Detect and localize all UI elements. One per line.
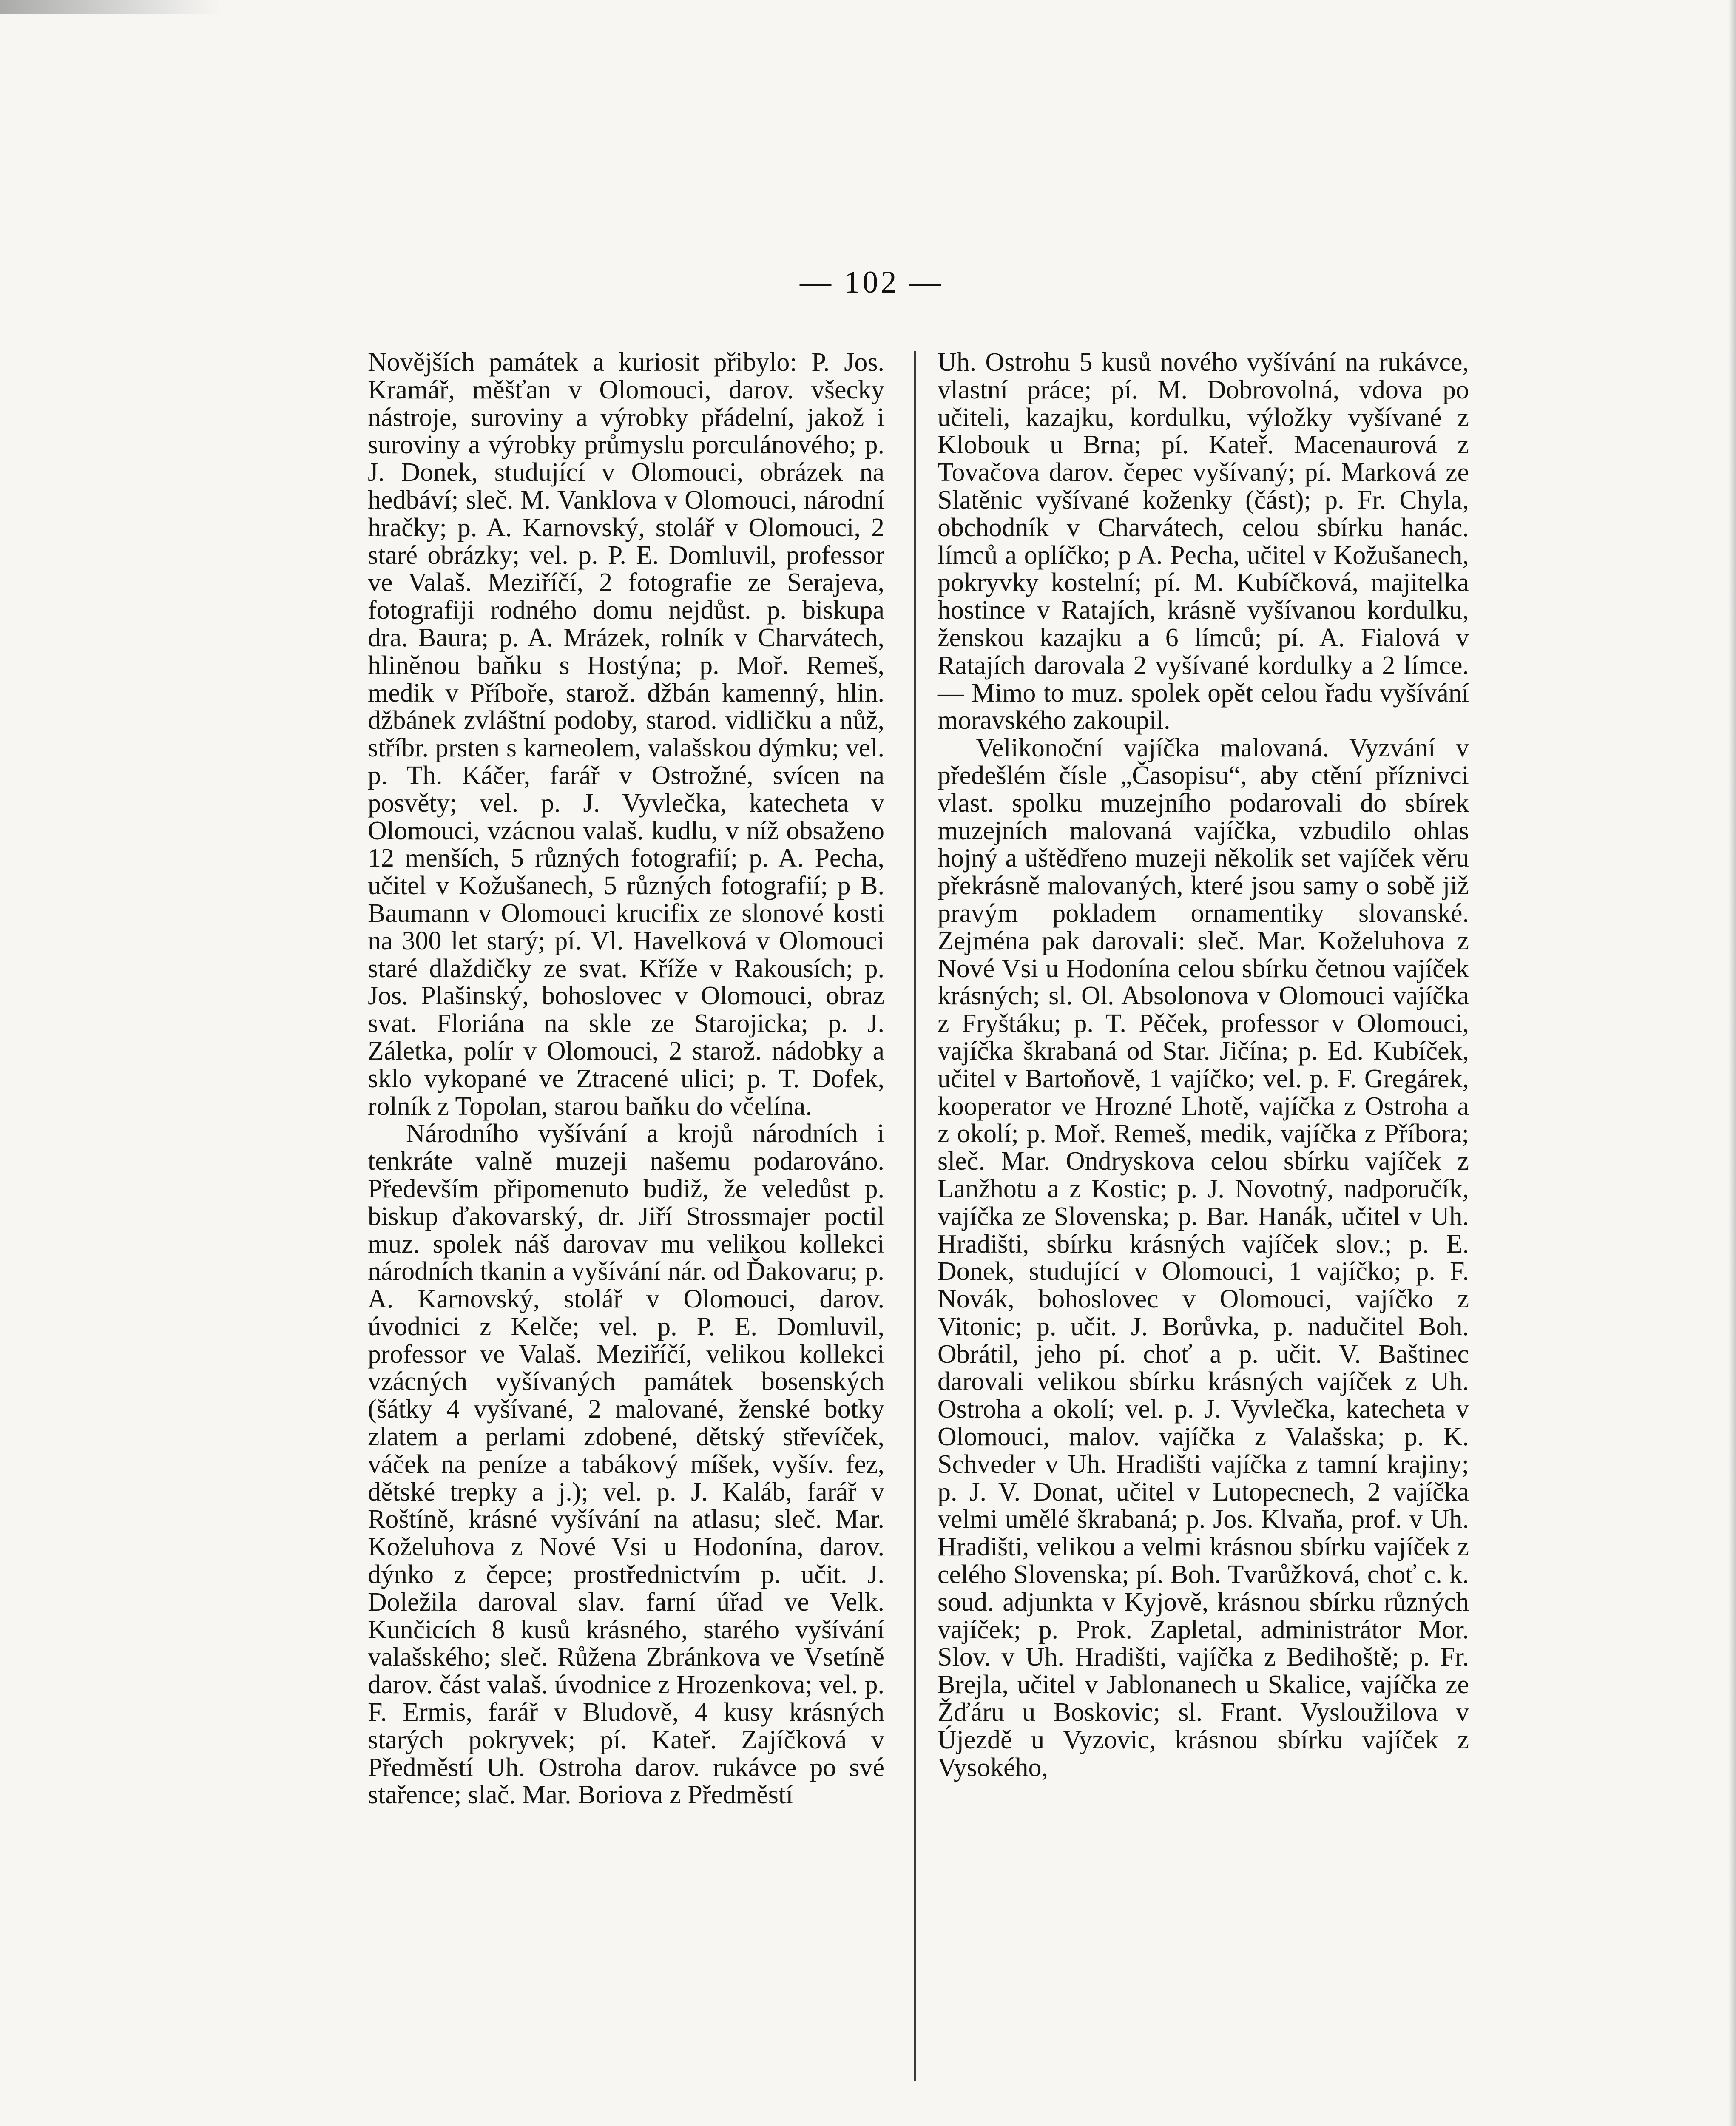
right-column bbox=[938, 349, 1469, 1781]
page-number: — 102 — bbox=[800, 265, 943, 300]
paragraph-embroidery: Národního vyšívání a krojů národních i tenkráte valně muzeji našemu podarováno. Především připomenuto budiž, že veledůst p. biskup ďakovarský, dr. Jiří Strossmajer poctil muz. spolek náš darovav mu velikou kollekci národních tkanin a vyšívání nár. od Ďakovaru; p. A. Karnovský, stolář v Olomouci, darov. úvodnici z Kelče; vel. p. P. E. Domluvil, professor ve Valaš. Meziříčí, velikou kollekci vzácných vyšívaných památek bosenských (šátky 4 vyšívané, 2 malované, ženské botky zlatem a perlami zdobené, dětský střevíček, váček na peníze a tabákový míšek, vyšív. fez, dětské trepky a j.); vel. p. J. Kaláb, farář v Roštíně, krásné vyšívání na atlasu; sleč. Mar. Koželuhova z Nové Vsi u Hodonína, darov. dýnko z čepce; prostřednictvím p. učit. J. Doležila daroval slav. farní úřad ve Velk. Kunčicích 8 kusů krásného, starého vyšívání valašského; sleč. Růžena Zbránkova ve Vsetíně darov. část valaš. úvodnice z Hrozenkova; vel. p. F. Ermis, farář v Bludově, 4 kusy krásných starých pokryvek; pí. Kateř. Zajíčková v Předměstí Uh. Ostroha darov. rukávce po své stařence; slač. Mar. Boriova z Předměstí bbox=[368, 1119, 884, 1810]
scan-edge-shadow bbox=[1728, 0, 1736, 2126]
paragraph-curiosities: Novějších památek a kuriosit přibylo: P. Jos. Kramář, měšťan v Olomouci, darov. všecky nástroje, suroviny a výrobky přádelní, jakož i suroviny a výrobky průmyslu porculánového; p. J. Donek, studující v Olomouci, obrázek na hedbáví; sleč. M. Vanklova v Olomouci, národní hračky; p. A. Karnovský, stolář v Olomouci, 2 staré obrázky; vel. p. P. E. Domluvil, professor ve Valaš. Meziříčí, 2 fotografie ze Serajeva, fotografiji rodného domu nejdůst. p. biskupa dra. Baura; p. A. Mrázek, rolník v Charvátech, hliněnou baňku s Hostýna; p. Moř. Remeš, medik v Příboře, starož. džbán kamenný, hlin. džbánek zvláštní podoby, starod. vidličku a nůž, stříbr. prsten s karneolem, valašskou dýmku; vel. p. Th. Káčer, farář v Ostrožné, svícen na posvěty; vel. p. J. Vyvlečka, katecheta v Olomouci, vzácnou valaš. kudlu, v níž obsaženo 12 menších, 5 různých fotografií; p. A. Pecha, učitel v Kožušanech, 5 různých fotografií; p B. Baumann v Olomouci krucifix ze slonové kosti na 300 let starý; pí. Vl. Havelková v Olomouci staré dlaždičky ze svat. Kříže v Rakousích; p. Jos. Plašinský, bohoslovec v Olomouci, obraz svat. Floriána na skle ze Starojicka; p. J. Záletka, polír v Olomouci, 2 starož. nádobky a sklo vykopané ve Ztracené ulici; p. T. Dofek, rolník z Topolan, starou baňku do včelína. bbox=[368, 348, 884, 1121]
left-column bbox=[368, 349, 884, 1809]
scan-edge-mark bbox=[0, 0, 221, 14]
column-divider bbox=[914, 351, 916, 2081]
paragraph-easter-eggs: Velikonoční vajíčka malovaná. Vyzvání v předešlém čísle „Časopisu“, aby ctění příznivci vlast. spolku muzejního podarovali do sbírek muzejních malovaná vajíčka, vzbudilo ohlas hojný a uštědřeno muzeji několik set vajíček věru překrásně malovaných, které jsou samy o sobě již pravým pokladem ornamentiky slovanské. Zejména pak darovali: slеč. Mar. Koželuhova z Nové Vsi u Hodonína celou sbírku četnou vajíček krásných; sl. Ol. Absolonova v Olomouci vajíčka z Fryštáku; p. T. Pěček, professor v Olomouci, vajíčka škrabaná od Star. Jičína; p. Ed. Kubíček, učitel v Bartoňově, 1 vajíčko; vel. p. F. Gregárek, kooperator ve Hrozné Lhotě, vajíčka z Ostroha a z okolí; p. Moř. Remeš, medik, vajíčka z Příbora; slеč. Mar. Ondryskova celou sbírku vajíček z Lanžhotu a z Kostic; p. J. Novotný, nadporučík, vajíčka ze Slovenska; p. Bar. Hanák, učitel v Uh. Hradišti, sbírku krásných vajíček slov.; p. E. Donek, studující v Olomouci, 1 vajíčko; p. F. Novák, bohoslovec v Olomouci, vajíčko z Vitonic; p. učit. J. Borůvka, p. nadučitel Boh. Obrátil, jeho pí. choť a p. učit. V. Baštinec darovali velikou sbírku krásných vajíček z Uh. Ostroha a okolí; vel. p. J. Vyvlečka, katecheta v Olomouci, malov. vajíčka z Valašska; p. K. Schveder v Uh. Hradišti vajíčka z tamní krajiny; p. J. V. Donat, učitel v Lutopecnech, 2 vajíčka velmi umělé škrabaná; p. Jos. Klvaňa, prof. v Uh. Hradišti, velikou a velmi krásnou sbírku vajíček z celého Slovenska; pí. Boh. Tvarůžková, choť c. k. soud. adjunkta v Kyjově, krásnou sbírku různých vajíček; p. Prok. Zapletal, administrátor Mor. Slov. v Uh. Hradišti, vajíčka z Bedihoště; p. Fr. Brejla, učitel v Jablonanech u Skalice, vajíčka ze Žďáru u Boskovic; sl. Frant. Vysloužilova v Újezdě u Vyzovic, krásnou sbírku vajíček z Vysokého, bbox=[938, 733, 1469, 1782]
paragraph-embroidery-continued: Uh. Ostrohu 5 kusů nového vyšívání na rukávce, vlastní práce; pí. M. Dobrovolná, vdova po učiteli, kazajku, kordulku, výložky vyšívané z Klobouk u Brna; pí. Kateř. Macenaurová z Tovačova darov. čepec vyšívaný; pí. Marková ze Slatěnic vyšívané koženky (část); p. Fr. Chyla, obchodník v Charvátech, celou sbírku hanác. límců a oplíčko; p A. Pecha, učitel v Kožušanech, pokryvky kostelní; pí. M. Kubíčková, majitelka hostince v Ratajích, krásně vyšívanou kordulku, ženskou kazajku a 6 límců; pí. A. Fialová v Ratajích darovala 2 vyšívané kordulky a 2 límce. — Mimo to muz. spolek opět celou řadu vyšívání moravského zakoupil. bbox=[938, 348, 1469, 735]
